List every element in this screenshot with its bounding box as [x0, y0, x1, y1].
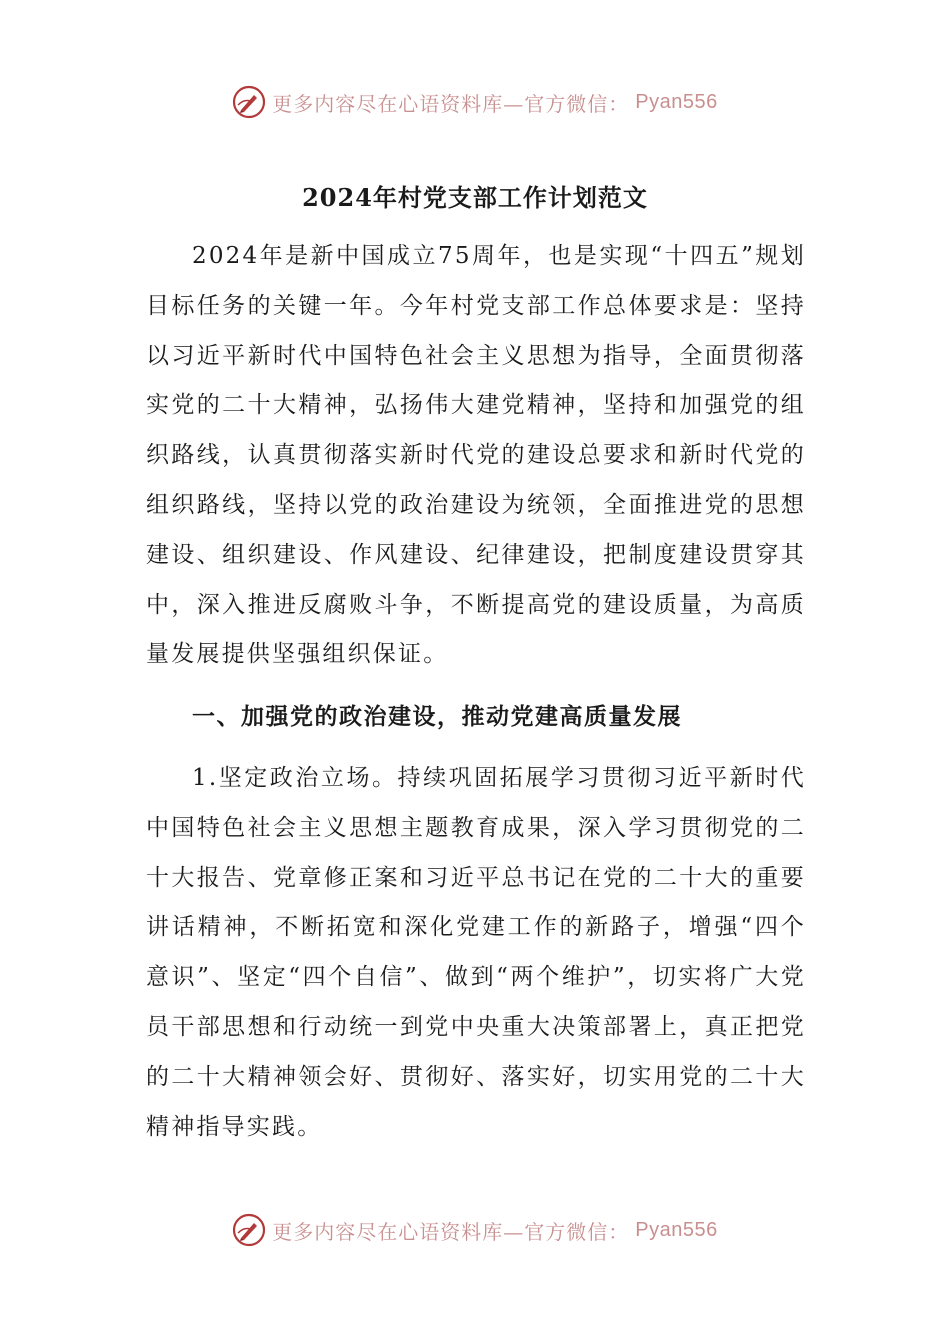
watermark-text: 更多内容尽在心语资料库—官方微信： — [272, 1219, 630, 1244]
section-heading: 一、加强党的政治建设，推动党建高质量发展 — [192, 703, 682, 731]
intro-paragraph: 2024年是新中国成立75周年，也是实现“十四五”规划目标任务的关键一年。今年村党支部工作总体要求是：坚持以习近平新时代中国特色社会主义思想为指导，全面贯彻落实党的二十大精神，弘扬伟大建党精神，坚持和加强党的组织路线，认真贯彻落实新时代党的建设总要求和新时代党的组织路线，坚持以党的政治建设为统领，全面推进党的思想建设、组织建设、作风建设、纪律建设，把制度建设贯穿其中，深入推进反腐败斗争，不断提高党的建设质量，为高质量发展提供坚强组织保证。 — [146, 243, 806, 668]
watermark-wechat-id: Pyan556 — [635, 1218, 718, 1241]
pen-logo-icon — [232, 85, 266, 119]
section-item-paragraph: 1.坚定政治立场。持续巩固拓展学习贯彻习近平新时代中国特色社会主义思想主题教育成果，深入学习贯彻党的二十大报告、党章修正案和习近平总书记在党的二十大的重要讲话精神，不断拓宽和深化党建工作的新路子，增强“四个意识”、坚定“四个自信”、做到“两个维护”，切实将广大党员干部思想和行动统一到党中央重大决策部署上，真正把党的二十大精神领会好、贯彻好、落实好，切实用党的二十大精神指导实践。 — [146, 764, 806, 1140]
footer-watermark — [0, 1210, 950, 1250]
watermark-wechat-id: Pyan556 — [635, 90, 718, 113]
document-title: 2024年村党支部工作计划范文 — [302, 183, 648, 212]
pen-logo-icon — [232, 1213, 266, 1247]
watermark-text: 更多内容尽在心语资料库—官方微信： — [272, 91, 630, 116]
document-body — [146, 232, 806, 1152]
header-watermark — [0, 82, 950, 122]
